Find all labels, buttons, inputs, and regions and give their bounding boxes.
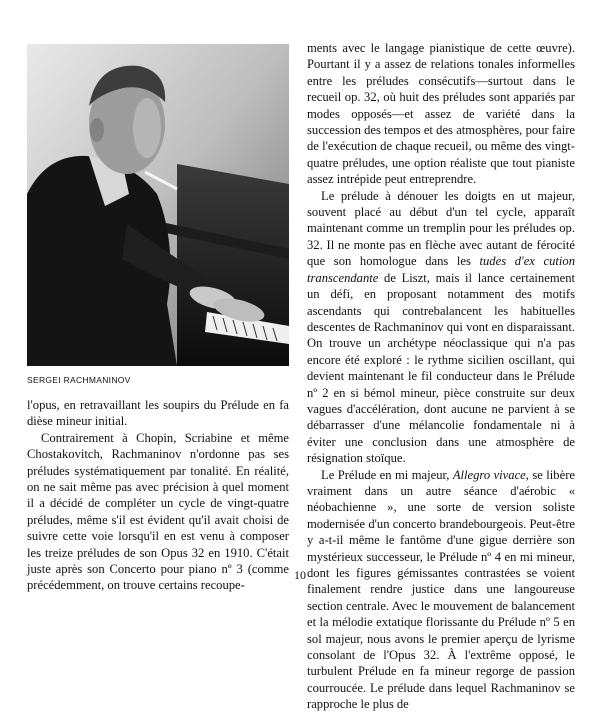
left-column bbox=[27, 397, 289, 594]
page-number: 10 bbox=[294, 568, 306, 582]
paragraph-text: Le Prélude en mi majeur, bbox=[321, 467, 453, 482]
paragraph: l'opus, en retravaillant les soupirs du Prélude en fa dièse mineur initial. bbox=[27, 398, 289, 429]
paragraph: Contrairement à Chopin, Scriabine et même Chostakovitch, Rachmaninov n'ordonne pas ses préludes systématiquement par tonalité. En réalité, on ne sait même pas avec précision à quel moment il a décidé de compléter un cycle de vingt-quatre préludes, même s'il est évident qu'il avait choisi de suivre cette voie lorsqu'il en est venu à composer les treize préludes de son Opus 32 en 1910. C'était juste après son Concerto pour piano nº 3 (comme précédemment, on trouve certains recoupe- bbox=[27, 430, 289, 593]
right-column bbox=[307, 40, 575, 713]
rachmaninov-at-piano-image bbox=[27, 44, 289, 366]
paragraph-text: de Liszt, mais il lance certainement un défi, en proposant notamment des motifs ascendants qui contrebalancent les habituelles descentes de Rachmaninov qui vont en disparaissant. On trouve un archétype néoclassique qui n'a pas encore été exploré : le rythme sicilien oscillant, qui devient maintenant le fil conducteur dans le Prélude nº 2 en si bémol mineur, pièce construite sur deux vagues d'accélération, dont aucune ne parvient à se débarrasser d'une mélancolie fondamentale ni à éviter une conclusion dans une atmosphère de résignation stoïque. bbox=[307, 270, 575, 466]
photo-caption: SERGEI RACHMANINOV bbox=[27, 375, 131, 385]
paragraph bbox=[307, 188, 575, 467]
rachmaninov-photo bbox=[27, 44, 289, 366]
paragraph: ments avec le langage pianistique de cette œuvre). Pourtant il y a assez de relations tonales informelles entre les préludes consécutifs—surtout dans le recueil op. 32, où huit des préludes sont appariés par modes opposés—et assez de variété dans la succession des tempos et des atmosphères, pour faire de l'exécution de chaque recueil, ou même des vingt-quatre préludes, une option réaliste que tout pianiste assez intrépide peut entreprendre. bbox=[307, 41, 575, 187]
paragraph-text: Le prélude à dénouer les doigts en ut majeur, souvent placé au début d'un tel cycle, apparaît maintenant comme un tremplin pour les préludes op. 32. Il ne monte pas en flèche avec autant de férocité que son homologue dans les bbox=[307, 188, 575, 269]
italic-tempo: Allegro vivace bbox=[452, 467, 526, 482]
paragraph-text: , se libère vraiment dans un autre séance d'aérobic « néobachienne », une sorte de version soliste modernisée d'un concerto brandebourgeois. Peut-être y a-t-il même le fantôme d'une gigue derrière son mystérieux successeur, le Prélude nº 4 en mi mineur, dont les figures gémissantes contrastées se voient finalement rendre justice dans une langoureuse section centrale. Avec le mouvement de balancement et la mélodie extatique florissante du Prélude nº 5 en sol majeur, nous avons le premier aperçu de lyrisme consolant de l'Opus 32. À l'extrême opposé, le turbulent Prélude en fa mineur regorge de passion courroucée. Le prélude dans lequel Rachmaninov se rapproche le plus de bbox=[307, 467, 575, 712]
paragraph bbox=[307, 467, 575, 713]
italic-title: tudes d'ex cution transcendante bbox=[307, 254, 575, 285]
